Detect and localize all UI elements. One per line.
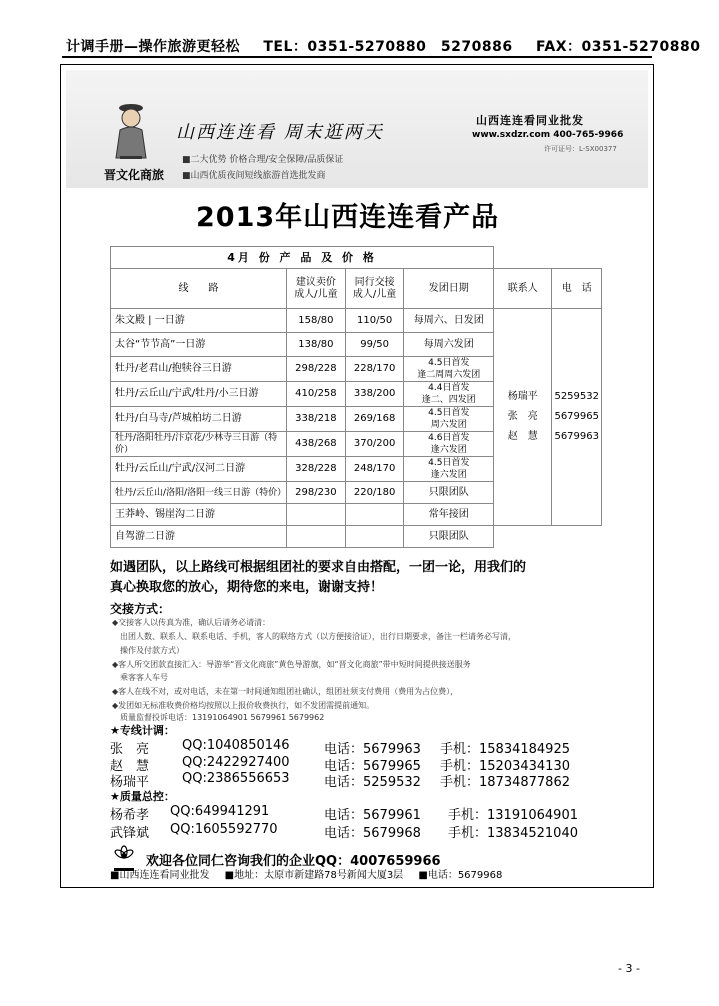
col-route: 线 路 [111, 269, 287, 309]
table-row: 牡丹/云丘山/宁武/汉河二日游 328/228 248/170 4.5日首发 逢六发团 [111, 457, 602, 482]
product-table [110, 246, 602, 548]
quality-title: ★质量总控： [110, 790, 175, 803]
banner-company: 山西连连看同业批发 [476, 114, 584, 127]
header-fax: FAX：0351-5270880 [535, 39, 701, 55]
contact-phones: 5259532 5679965 5679963 [552, 309, 602, 526]
table-header-row [111, 269, 602, 309]
contact-names: 杨瑞平 张 亮 赵 慧 [494, 309, 552, 526]
promo-line-2: 真心换取您的放心，期待您的来电，谢谢支持！ [110, 580, 384, 595]
handover-note: ◆发团如无标准收费价格均按照以上报价收费执行，如不发团需提前通知。 [112, 701, 375, 710]
enterprise-qq: 欢迎各位同仁咨询我们的企业QQ：4007659966 [146, 854, 441, 869]
header-slogan: 计调手册—操作旅游更轻松 [66, 39, 240, 55]
table-row: 牡丹/云丘山/宁武/牡丹/小三日游 410/258 338/200 4.4日首发 逢二、四发团 [111, 382, 602, 407]
banner [66, 70, 648, 188]
handover-note: 乘客客人车号 [112, 673, 168, 682]
table-caption: 4月 份 产 品 及 价 格 [111, 247, 494, 269]
header-rule [62, 56, 652, 58]
header-tel: TEL：0351-5270880 5270886 [263, 39, 513, 55]
handover-note: ◆客人所交团款直接汇入：导游举“晋文化商旅”黄色导游旗，如“晋文化商旅”带中短时间提供接送服务 [112, 660, 471, 669]
footer-phone: ■电话：5679968 [418, 870, 503, 881]
table-row: 朱文殿 | 一日游 158/80 110/50 每周六、日发团 杨瑞平 张 亮 赵 慧 5259532 5679965 5679963 [111, 309, 602, 333]
header-line [66, 36, 701, 56]
footer-company: ■山西连连看同业批发 [110, 870, 210, 881]
handover-note: ◆客人在线不对，或对电话，未在第一时间通知组团社确认，组团社须支付费用（费用为占位费）， [112, 687, 459, 696]
table-row: 牡丹/云丘山/洛阳/洛阳一线三日游（特价） 298/230 220/180 只限团队 [111, 482, 602, 504]
handover-note: 出团人数、联系人、联系电话、手机，客人的联络方式（以方便接洽证），出行日期要求，备注一栏请务必写清， [112, 632, 516, 641]
banner-slogan: 山西连连看 周末逛两天 [176, 122, 384, 143]
banner-license: 许可证号：L-SX00377 [544, 145, 617, 153]
col-trade: 同行交接 成人/儿童 [345, 269, 404, 309]
handover-note: 操作及付款方式） [112, 646, 184, 655]
footer-address: ■地址：太原市新建路78号新闻大厦3层 [224, 870, 404, 881]
dispatch-title: ★专线计调： [110, 724, 175, 737]
footer [110, 866, 514, 881]
table-row: 牡丹/洛阳牡丹/汴京花/少林寺三日游（特价） 438/268 370/200 4.6日首发 逢六发团 [111, 432, 602, 457]
table-row: 牡丹/白马寺/芦城柏坊二日游 338/218 269/168 4.5日首发 周六发团 [111, 407, 602, 432]
col-phone: 电 话 [552, 269, 602, 309]
col-date: 发团日期 [404, 269, 494, 309]
mascot-icon [106, 100, 156, 160]
col-retail: 建议卖价 成人/儿童 [287, 269, 346, 309]
promo-line-1: 如遇团队，以上路线可根据组团社的要求自由搭配，一团一论，用我们的 [110, 560, 527, 575]
table-row: 牡丹/老君山/抱犊谷三日游 298/228 228/170 4.5日首发 逢二周周六发团 [111, 357, 602, 382]
handover-title: 交接方式： [110, 602, 171, 616]
main-title: 2013年山西连连看产品 [196, 202, 500, 233]
brand-name: 晋文化商旅 [104, 168, 165, 182]
banner-bullet-2: ■山西优质夜间短线旅游首选批发商 [182, 171, 326, 181]
handover-note: ◆交接客人以传真为准，确认后请务必请清： [112, 618, 271, 627]
col-contact: 联系人 [494, 269, 552, 309]
handover-note: 质量监督投诉电话：13191064901 5679961 5679962 [112, 713, 325, 722]
table-row: 太谷“节节高”一日游 138/80 99/50 每周六发团 [111, 333, 602, 357]
banner-bullet-1: ■二大优势 价格合理/安全保障/品质保证 [182, 155, 344, 165]
banner-contact: www.sxdzr.com 400-765-9966 [472, 130, 624, 140]
table-row: 自驾游二日游 只限团队 [111, 526, 602, 548]
page-number: - 3 - [618, 962, 640, 975]
table-row: 王莽岭、锡崖沟二日游 常年接团 [111, 504, 602, 526]
